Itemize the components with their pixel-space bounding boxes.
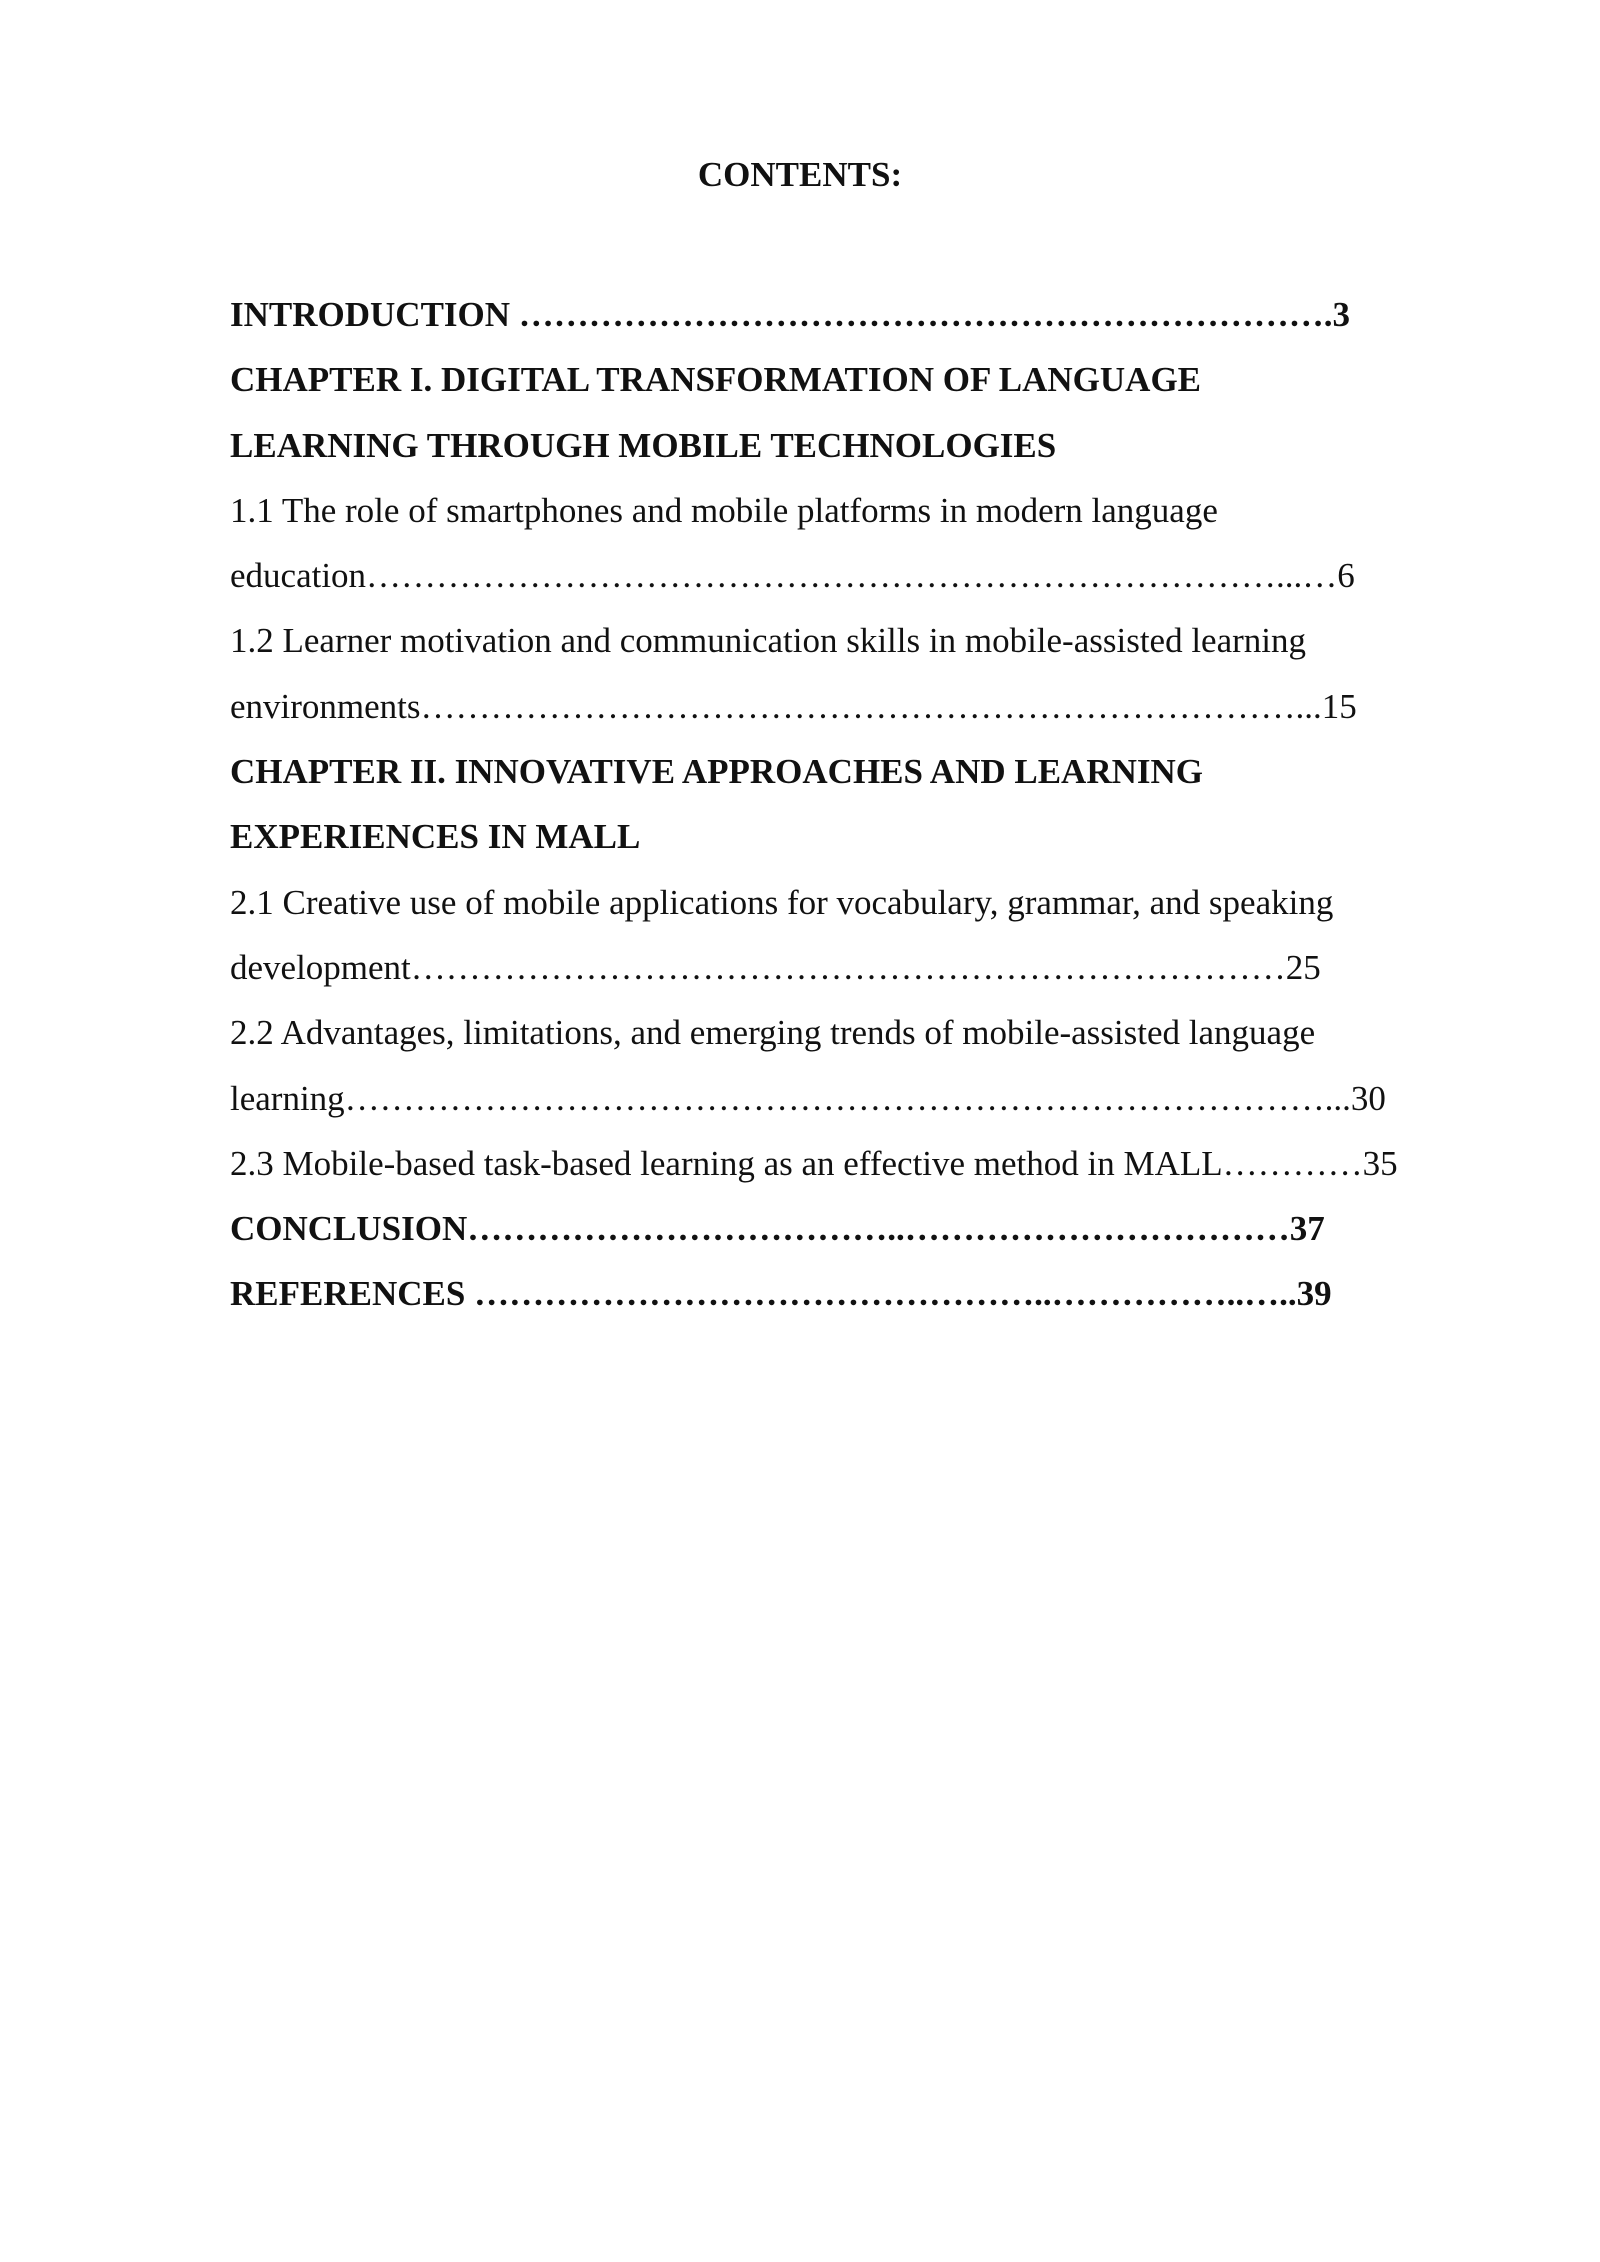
toc-line-section-1-1-part-2: education……………………………………………………………………...…6 bbox=[230, 556, 1355, 596]
table-of-contents bbox=[230, 282, 1530, 1327]
page-title: CONTENTS: bbox=[697, 155, 903, 194]
toc-line-conclusion: CONCLUSION………………………………..……………………………37 bbox=[230, 1209, 1325, 1249]
toc-line-section-1-1-part-1: 1.1 The role of smartphones and mobile platforms in modern language bbox=[230, 490, 1218, 530]
toc-line-section-2-3: 2.3 Mobile-based task-based learning as an effective method in MALL…………35 bbox=[230, 1143, 1398, 1183]
toc-line-chapter-2-title-part-2: EXPERIENCES IN MALL bbox=[230, 817, 641, 857]
toc-line-section-2-2-part-2: learning…………………………………………………………………………...30 bbox=[230, 1078, 1386, 1118]
toc-line-section-1-2-part-1: 1.2 Learner motivation and communication skills in mobile-assisted learning bbox=[230, 621, 1307, 661]
toc-line-section-2-1-part-1: 2.1 Creative use of mobile applications for vocabulary, grammar, and speaking bbox=[230, 882, 1334, 922]
toc-line-chapter-1-title-part-2: LEARNING THROUGH MOBILE TECHNOLOGIES bbox=[230, 425, 1057, 465]
toc-line-introduction: INTRODUCTION …………………………………………………………….3 bbox=[230, 295, 1351, 334]
toc-line-section-1-2-part-2: environments…………………………………………………………………...15 bbox=[230, 686, 1357, 726]
toc-line-section-2-2-part-1: 2.2 Advantages, limitations, and emerging trends of mobile-assisted language bbox=[230, 1013, 1316, 1053]
toc-line-chapter-1-title-part-1: CHAPTER I. DIGITAL TRANSFORMATION OF LANGUAGE bbox=[230, 360, 1202, 400]
toc-line-references: REFERENCES …………………………………………..……………..…..39 bbox=[230, 1274, 1332, 1314]
toc-line-chapter-2-title-part-1: CHAPTER II. INNOVATIVE APPROACHES AND LEARNING bbox=[230, 752, 1204, 792]
toc-line-section-2-1-part-2: development…………………………………………………………………25 bbox=[230, 947, 1321, 987]
